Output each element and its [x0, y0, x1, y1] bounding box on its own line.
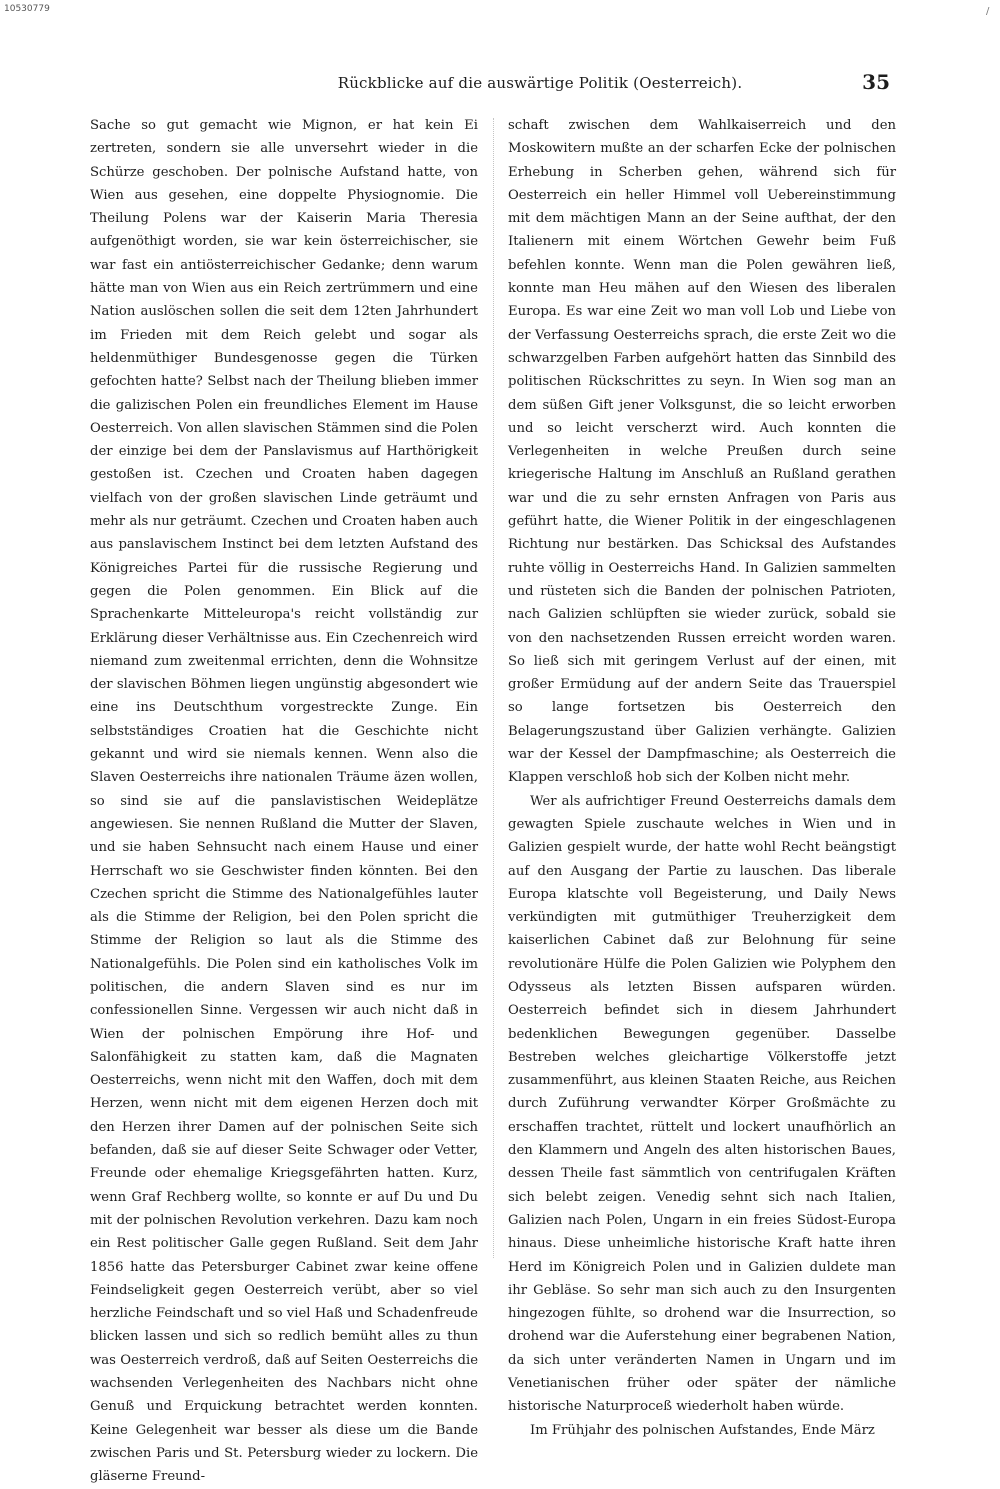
left-column [90, 114, 479, 1485]
right-paragraph-1: schaft zwischen dem Wahlkaiserreich und den Moskowitern mußte an der scharfen Ecke der polnischen Erhebung in Scherben gehen, während sich für Oesterreich ein heller Himmel voll Uebereinstimmung mit dem mächtigen Mann an der Seine aufthat, der den Italienern mit einem Wörtchen Gewehr beim Fuß befehlen konnte. Wenn man die Polen gewähren ließ, konnte man Heu mähen auf den Wiesen des liberalen Europa. Es war eine Zeit wo man voll Lob und Liebe von der Verfassung Oesterreichs sprach, die erste Zeit wo die schwarzgelben Farben aufgehört hatten das Sinnbild des politischen Rückschrittes zu seyn. In Wien sog man an dem süßen Gift jener Volksgunst, die so leicht erworben und so leicht verscherzt wird. Auch konnten die Verlegenheiten in welche Preußen durch seine kriegerische Haltung im Anschluß an Rußland gerathen war und die zu sehr ernsten Anfragen von Paris aus geführt hatte, die Wiener Politik in der eingeschlagenen Richtung nur bestärken. Das Schicksal des Aufstandes ruhte völlig in Oesterreichs Hand. In Galizien sammelten und rüsteten sich die Banden der polnischen Patrioten, nach Galizien schlüpften sie wieder zurück, sobald sie von den nachsetzenden Russen erreicht worden waren. So ließ sich mit geringem Verlust auf der einen, mit großer Ermüdung auf der andern Seite das Trauerspiel so lange fortsetzen bis Oesterreich den Belagerungszustand über Galizien verhängte. Galizien war der Kessel der Dampfmaschine; als Oesterreich die Klappen verschloß hob sich der Kolben nicht mehr. [508, 118, 896, 786]
right-paragraph-2: Wer als aufrichtiger Freund Oesterreichs damals dem gewagten Spiele zuschaute welches in Wien und in Galizien gespielt wurde, der hatte wohl Recht beängstigt auf den Ausgang der Partie zu lauschen. Das liberale Europa klatschte voll Begeisterung, und Daily News verkündigten mit gutmüthiger Treuherzigkeit dem kaiserlichen Cabinet daß zur Belohnung für seine revolutionäre Hülfe die Polen Galizien wie Polyphem den Odysseus als letzten Bissen aufsparen würden. Oesterreich befindet sich in diesem Jahrhundert bedenklichen Bewegungen gegenüber. Dasselbe Bestreben welches gleichartige Völkerstoffe jetzt zusammenführt, aus kleinen Staaten Reiche, aus Reichen durch Zuführung verwandter Körper Großmächte zu erschaffen trachtet, rüttelt und lockert unaufhörlich an den Klammern und Angeln des alten historischen Baues, dessen Theile fast sämmtlich von centrifugalen Kräften sich belebt zeigen. Venedig sehnt sich nach Italien, Galizien nach Polen, Ungarn in ein freies Südost-Europa hinaus. Diese unheimliche historische Kraft hatte ihren Herd im Königreich Polen und in Galizien duldete man ihr Gebläse. So sehr man sich auch zu den Insurgenten hingezogen fühlte, so drohend war die Insurrection, so drohend war die Auferstehung einer begrabenen Nation, da sich unter veränderten Namen in Ungarn und im Venetianischen früher oder später der nämliche historische Naturproceß wiederholt haben würde. [508, 793, 896, 1415]
corner-mark: / [986, 6, 990, 17]
running-head: Rückblicke auf die auswärtige Politik (Oesterreich). [337, 74, 743, 92]
right-column [508, 114, 896, 1438]
column-divider [493, 118, 494, 1258]
scan-id: 10530779 [4, 4, 50, 14]
right-paragraph-3: Im Frühjahr des polnischen Aufstandes, Ende März [530, 1422, 875, 1438]
page-number: 35 [862, 70, 890, 94]
left-paragraph-1: Sache so gut gemacht wie Mignon, er hat kein Ei zertreten, sondern sie alle unversehrt wieder in die Schürze geschoben. Der polnische Aufstand hatte, von Wien aus gesehen, eine doppelte Physiognomie. Die Theilung Polens war der Kaiserin Maria Theresia aufgenöthigt worden, sie war kein österreichischer, sie war fast ein antiösterreichischer Gedanke; denn warum hätte man von Wien aus ein Reich zertrümmern und eine Nation auslöschen sollen die seit dem 12ten Jahrhundert im Frieden mit dem Reich gelebt und sogar als heldenmüthiger Bundesgenosse gegen die Türken gefochten hatte? Selbst nach der Theilung blieben immer die galizischen Polen ein freundliches Element im Hause Oesterreich. Von allen slavischen Stämmen sind die Polen der einzige bei dem der Panslavismus auf Harthörigkeit gestoßen ist. Czechen und Croaten haben dagegen vielfach von der großen slavischen Linde geträumt und mehr als nur geträumt. Czechen und Croaten haben auch aus panslavischem Instinct bei dem letzten Aufstand des Königreiches Partei für die russische Regierung und gegen die Polen genommen. Ein Blick auf die Sprachenkarte Mitteleuropa's reicht vollständig zur Erklärung dieser Verhältnisse aus. Ein Czechenreich wird niemand zum zweitenmal errichten, denn die Wohnsitze der slavischen Böhmen liegen ungünstig abgesondert wie eine ins Deutschthum vorgestreckte Zunge. Ein selbstständiges Croatien hat die Geschichte nicht gekannt und wird sie niemals kennen. Wenn also die Slaven Oesterreichs ihre nationalen Träume äzen wollen, so sind sie auf die panslavistischen Weideplätze angewiesen. Sie nennen Rußland die Mutter der Slaven, und sie haben Sehnsucht nach einem Hause und einer Herrschaft wo sie Geschwister finden könnten. Bei den Czechen spricht die Stimme des Nationalgefühles lauter als die Stimme der Religion, bei den Polen spricht die Stimme der Religion so laut als die Stimme des Nationalgefühls. Die Polen sind ein katholisches Volk im politischen, die andern Slaven sind es nur im confessionellen Sinne. Vergessen wir auch nicht daß in Wien der polnischen Empörung ihre Hof- und Salonfähigkeit zu statten kam, daß die Magnaten Oesterreichs, wenn nicht mit den Waffen, doch mit dem Herzen, wenn nicht mit dem eigenen Herzen doch mit den Herzen ihrer Damen auf der polnischen Seite sich befanden, daß sie auf dieser Seite Schwager oder Vetter, Freunde oder ehemalige Kriegsgefährten hatten. Kurz, wenn Graf Rechberg wollte, so konnte er auf Du und Du mit der polnischen Revolution verkehren. Dazu kam noch ein Rest politischer Galle gegen Rußland. Seit dem Jahr 1856 hatte das Petersburger Cabinet zwar keine offene Feindseligkeit gegen Oesterreich verübt, aber so viel herzliche Feindschaft und so viel Haß und Schadenfreude blicken lassen und sich so redlich bemüht alles zu thun was Oesterreich verdroß, daß auf Seiten Oesterreichs die wachsenden Verlegenheiten des Nachbars nicht ohne Genuß und Erquickung betrachtet werden konnten. Keine Gelegenheit war besser als diese um die Bande zwischen Paris und St. Petersburg wieder zu lockern. Die gläserne Freund- [90, 118, 479, 1485]
